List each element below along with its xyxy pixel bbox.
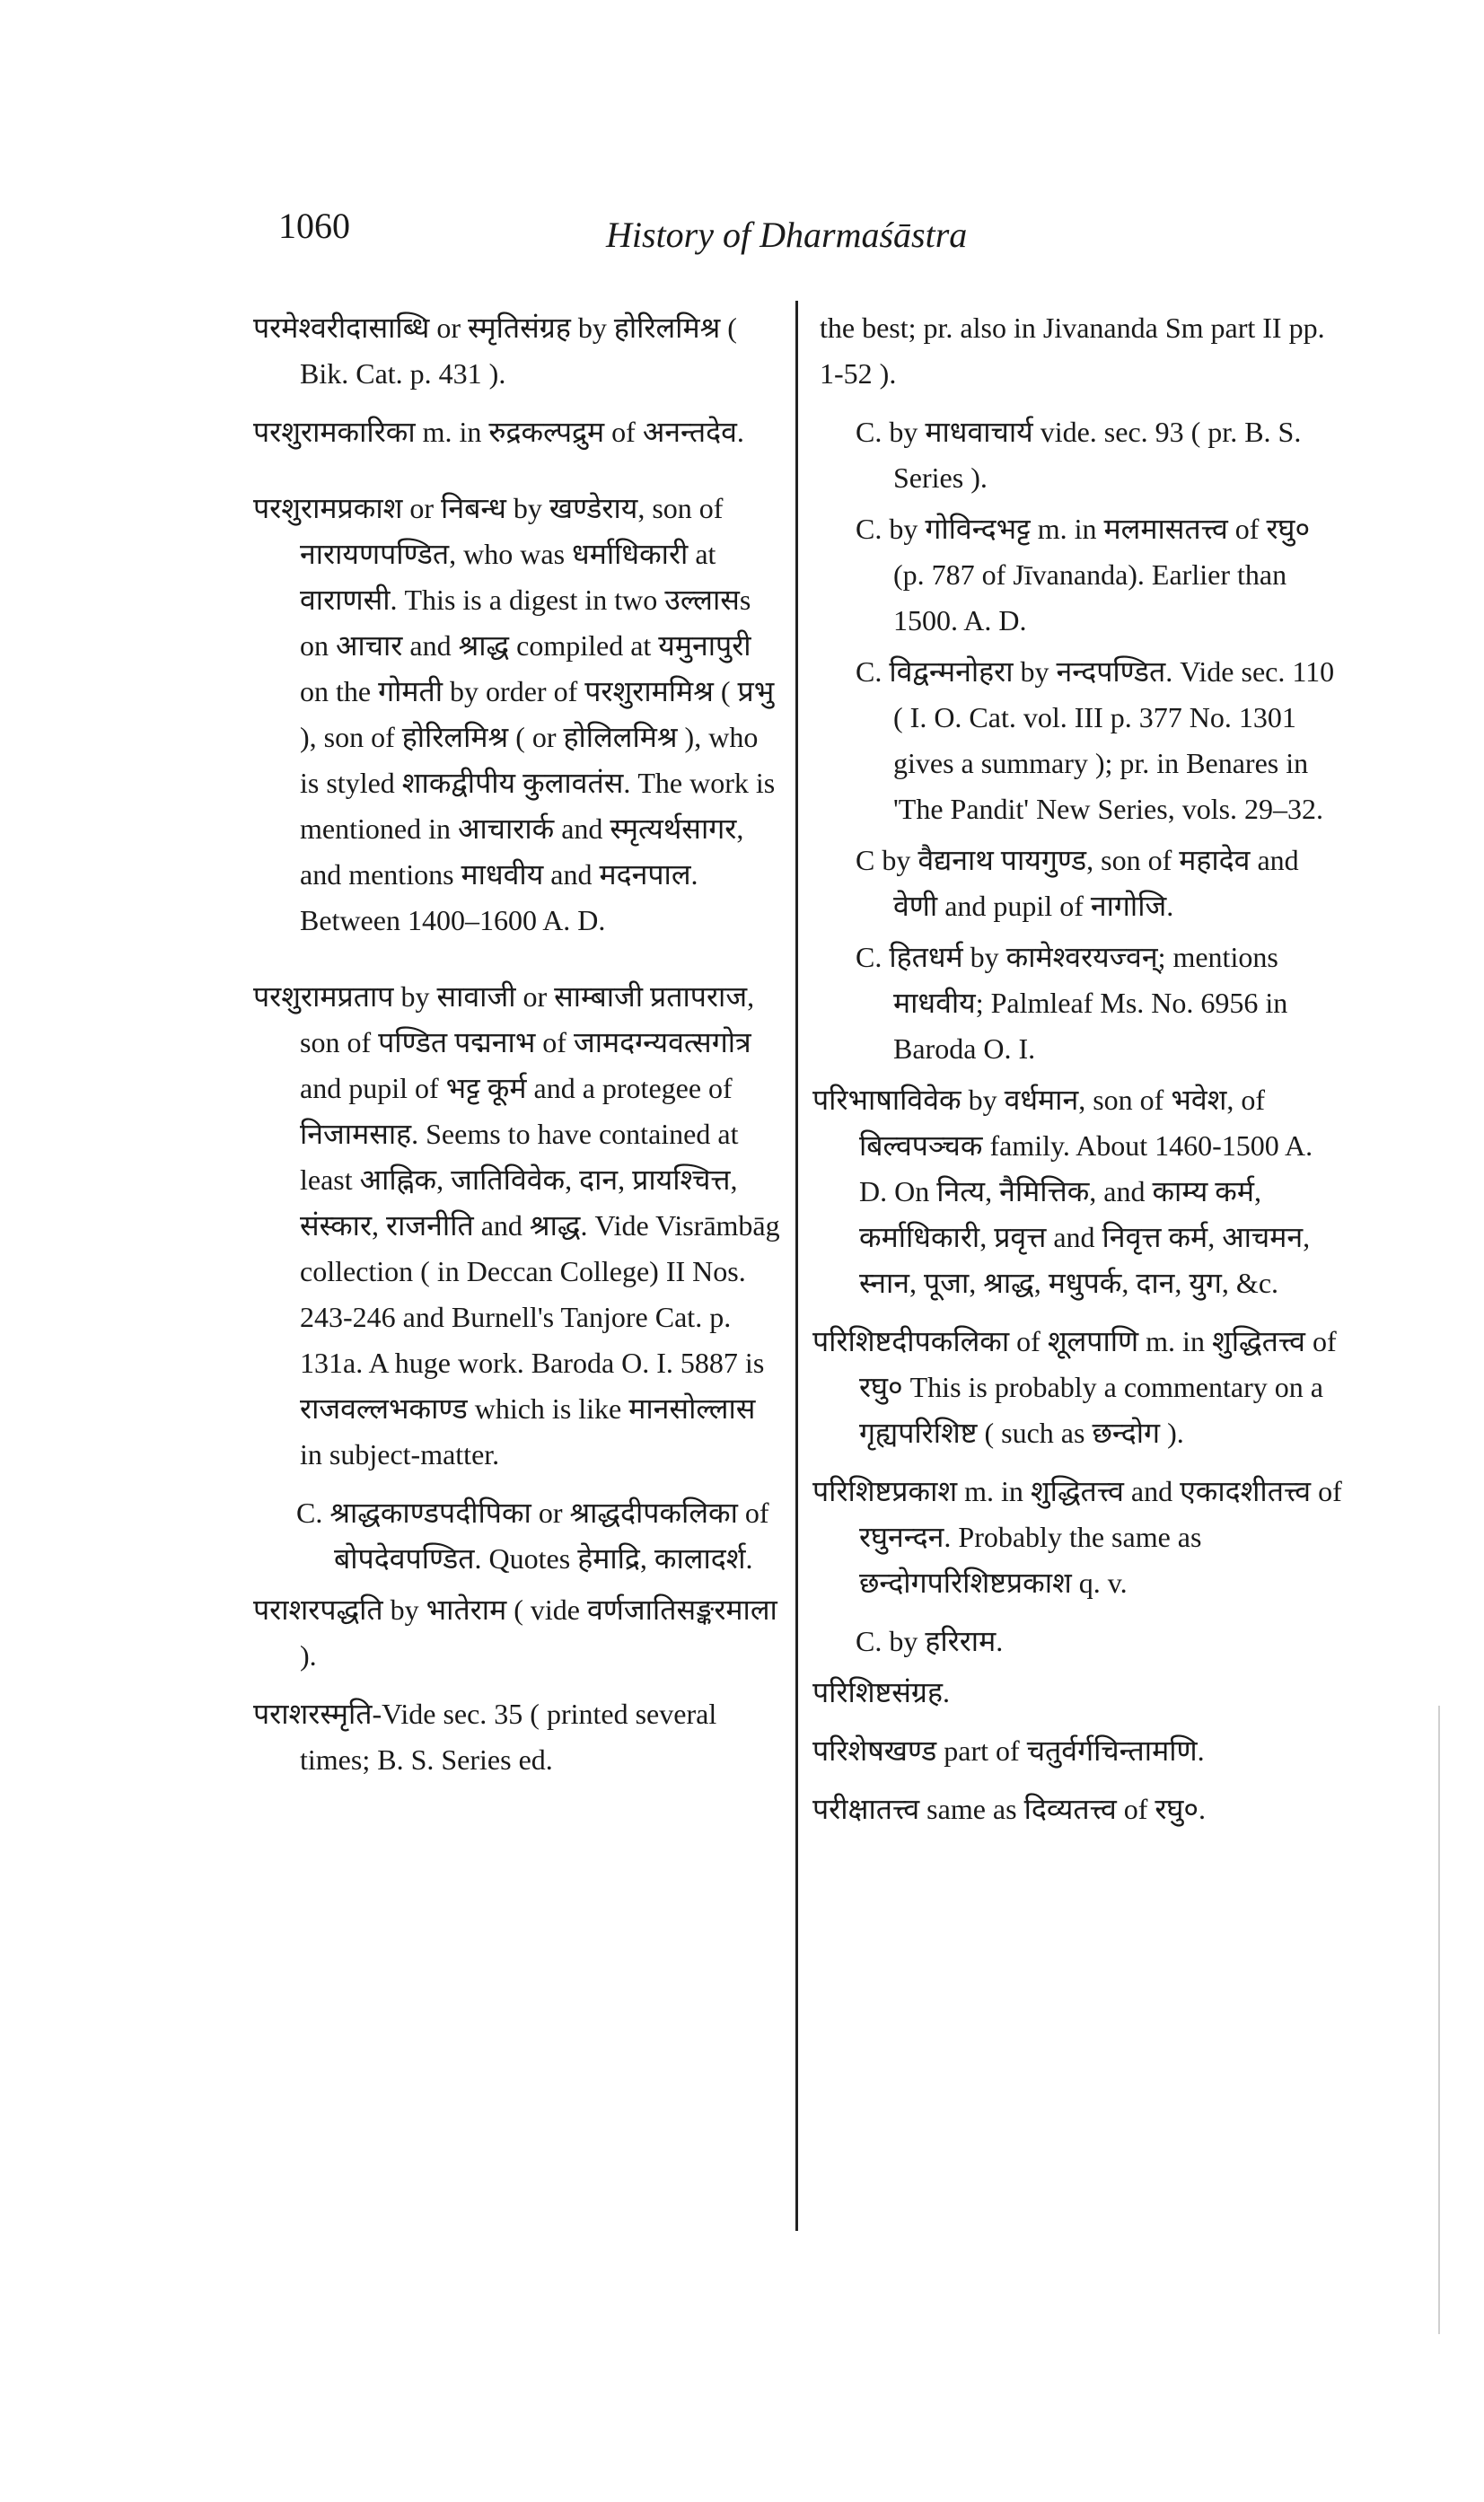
sub-entry-vaidyanatha: C by वैद्यनाथ पायगुण्ड, son of महादेव and वेणी and pupil of नागोजि. bbox=[856, 844, 1299, 922]
sub-entry-vidvanmanohara: C. विद्वन्मनोहरा by नन्दपण्डित. Vide sec. 110 ( I. O. Cat. vol. III p. 377 No. 1301 gives a summary ); pr. in Benares in 'The Pandit' New Series, vols. 29–32. bbox=[856, 655, 1335, 825]
running-title: History of Dharmaśāstra bbox=[606, 215, 968, 255]
sub-entry-govindabhatta: C. by गोविन्दभट्ट m. in मलमासतत्त्व of रघु० (p. 787 of Jīvananda). Earlier than 1500. A. D. bbox=[856, 513, 1311, 636]
entry-parishishtasangraha: परिशिष्टसंग्रह. bbox=[812, 1676, 950, 1708]
entry-parameshvaridasabdhi: परमेश्वरीदासाब्धि or स्मृतिसंग्रह by होरिलमिश्र ( Bik. Cat. p. 431 ). bbox=[253, 312, 737, 390]
entry-parashuramaprakasha: परशुरामप्रकाश or निबन्ध by खण्डेराय, son of नारायणपण्डित, who was धर्माधिकारी at वाराणसी. This is a digest in two उल्लासs on आचार and श्राद्ध compiled at यमुनापुरी on the गोमती by order of परशुराममिश्र ( प्रभु ), son of होरिलमिश्र ( or होलिलमिश्र ), who is styled शाकद्वीपीय कुलावतंस. The work is mentioned in आचारार्क and स्मृत्यर्थसागर, and mentions माधवीय and मदनपाल. Between 1400–1600 A. D. bbox=[253, 492, 776, 936]
entry-parishishtadipakalika: परिशिष्टदीपकलिका of शूलपाणि m. in शुद्धितत्त्व of रघु० This is probably a commentary on a गृह्यपरिशिष्ट ( such as छन्दोग ). bbox=[812, 1325, 1337, 1449]
sub-entry-madhavacharya: C. by माधवाचार्य vide. sec. 93 ( pr. B. S. Series ). bbox=[856, 416, 1302, 494]
entry-paribhashaviveka: परिभाषाविवेक by वर्धमान, son of भवेश, of बिल्वपञ्चक family. About 1460-1500 A. D. On नित्य, नैमित्तिक, and काम्य कर्म, कर्माधिकारी, प्रवृत्त and निवृत्त कर्म, आचमन, स्नान, पूजा, श्राद्ध, मधुपर्क, दान, युग, &c. bbox=[812, 1084, 1313, 1299]
entry-parishishtaprakasha: परिशिष्टप्रकाश m. in शुद्धितत्त्व and एकादशीतत्त्व of रघुनन्दन. Probably the same as छन्दोगपरिशिष्टप्रकाश q. v. bbox=[812, 1475, 1342, 1599]
right-column bbox=[812, 305, 1342, 1845]
entry-parikshatattva: परीक्षातत्त्व same as दिव्यतत्त्व of रघु०. bbox=[812, 1793, 1207, 1825]
entry-parashuramakarika: परशुरामकारिका m. in रुद्रकल्पद्रुम of अनन्तदेव. bbox=[253, 416, 744, 448]
sub-entry-shraddhakandapradipika: C. श्राद्धकाण्डपदीपिका or श्राद्धदीपकलिका of बोपदेवपण्डित. Quotes हेमाद्रि, कालादर्श. bbox=[296, 1497, 769, 1575]
column-divider bbox=[795, 301, 798, 2231]
entry-parashuramapratapa: परशुरामप्रताप by सावाजी or साम्बाजी प्रतापराज, son of पण्डित पद्मनाभ of जामदग्न्यवत्सगोत्र and pupil of भट्ट कूर्म and a protegee of निजामसाह. Seems to have contained at least आह्निक, जातिविवेक, दान, प्रायश्चित्त, संस्कार, राजनीति and श्राद्ध. Vide Visrāmbāg collection ( in Deccan College) II Nos. 243-246 and Burnell's Tanjore Cat. p. 131a. A huge work. Baroda O. I. 5887 is राजवल्लभकाण्ड which is like मानसोल्लास in subject-matter. bbox=[253, 980, 780, 1470]
entry-parisheshakhanda: परिशेषखण्ड part of चतुर्वर्गचिन्तामणि. bbox=[812, 1734, 1205, 1767]
scan-edge-line bbox=[1438, 1706, 1440, 2334]
entry-parasharasmriti: पराशरस्मृति-Vide sec. 35 ( printed several times; B. S. Series ed. bbox=[253, 1698, 717, 1776]
sub-entry-hitadharma: C. हितधर्म by कामेश्वरयज्वन्; mentions माधवीय; Palmleaf Ms. No. 6956 in Baroda O. I. bbox=[856, 941, 1288, 1065]
sub-entry-hariram: C. by हरिराम. bbox=[856, 1625, 1004, 1657]
continued-text: the best; pr. also in Jivananda Sm part II pp. 1-52 ). bbox=[820, 312, 1325, 390]
page-number: 1060 bbox=[278, 206, 350, 246]
left-column bbox=[253, 305, 783, 1795]
entry-parasharapaddhati: पराशरपद्धति by भातेराम ( vide वर्णजातिसङ्करमाला ). bbox=[253, 1593, 777, 1672]
